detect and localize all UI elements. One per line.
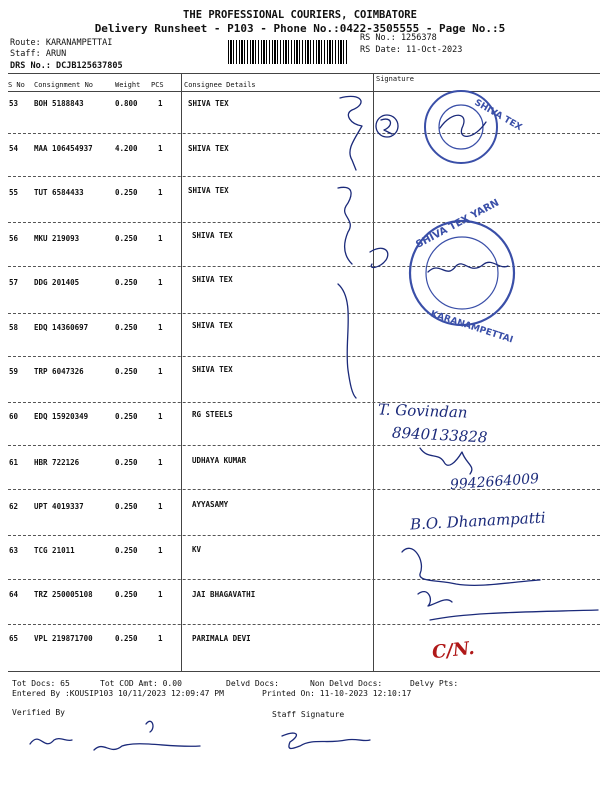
handwritten-line-icon [338,284,356,398]
row-55-consignee: SHIVA TEX [188,186,229,195]
row-63-pcs: 1 [158,546,163,555]
route-label: Route: KARANAMPETTAI [10,38,113,48]
row-65-consignment: VPL 219871700 [34,634,93,643]
row-57-consignment: DDG 201405 [34,278,80,287]
row-56-weight: 0.250 [115,234,138,243]
footer-total-cod: Tot COD Amt: 0.00 [100,679,182,688]
stamp-top-text: SHIVA TEX [472,97,524,134]
signature-row-64-icon [418,592,452,606]
handwritten-circle-icon [376,115,398,137]
footer-printed-on: Printed On: 11-10-2023 12:10:17 [262,689,412,698]
row-53-pcs: 1 [158,99,163,108]
handwritten-5-icon [370,248,388,267]
row-65-consignee: PARIMALA DEVI [192,634,251,643]
row-64-sno: 64 [9,590,19,599]
row-59-weight: 0.250 [115,367,138,376]
stamp-mid-bottom-text: KARANAMPETTAI [429,309,515,346]
footer-delivered-docs: Delvd Docs: [226,679,279,688]
row-63-consignee: KV [192,545,202,554]
row-61-pcs: 1 [158,458,163,467]
row-63-consignment: TCG 21011 [34,546,75,555]
row-65-sno: 65 [9,634,19,643]
row-55-consignment: TUT 6584433 [34,188,84,197]
company-stamp-top [425,91,523,163]
row-56-pcs: 1 [158,234,163,243]
rs-number: RS No.: 1256378 [360,33,437,43]
row-53-consignment: BOH 5188843 [34,99,84,108]
row-60-pcs: 1 [158,412,163,421]
row-59-sno: 59 [9,367,19,376]
col-header-signature: Signature [376,75,414,83]
row-56-consignee: SHIVA TEX [192,231,233,240]
row-65-weight: 0.250 [115,634,138,643]
footer-total-docs: Tot Docs: 65 [12,679,70,688]
row-54-pcs: 1 [158,144,163,153]
handwritten-phone-row-61: 9942664009 [449,470,540,494]
runsheet-subtitle: Delivery Runsheet - P103 - Phone No.:0422-3505555 - Page No.:5 [94,22,506,35]
row-57-weight: 0.250 [115,278,138,287]
handwritten-phone-row-60: 8940133828 [391,423,488,447]
row-58-pcs: 1 [158,323,163,332]
handwritten-note-row-62: B.O. Dhanampatti [409,508,546,534]
row-56-sno: 56 [9,234,19,243]
row-53-sno: 53 [9,99,19,108]
row-54-sno: 54 [9,144,19,153]
handwritten-underline-icon [430,610,598,620]
company-title: THE PROFESSIONAL COURIERS, COIMBATORE [183,9,417,21]
row-62-pcs: 1 [158,502,163,511]
drs-number: DRS No.: DCJB125637805 [10,61,123,71]
row-60-consignment: EDQ 15920349 [34,412,89,421]
row-57-sno: 57 [9,278,19,287]
row-62-weight: 0.250 [115,502,138,511]
row-55-weight: 0.250 [115,188,138,197]
row-55-pcs: 1 [158,188,163,197]
row-59-pcs: 1 [158,367,163,376]
row-56-consignment: MKU 219093 [34,234,80,243]
row-64-pcs: 1 [158,590,163,599]
footer-delivery-points: Delvy Pts: [410,679,459,688]
col-header-sno: S No [8,81,25,89]
handwritten-stroke-icon [338,187,352,264]
handwritten-tick-icon [340,96,362,170]
rs-date: RS Date: 11-Oct-2023 [360,45,463,55]
row-64-consignee: JAI BHAGAVATHI [192,590,256,599]
row-54-consignment: MAA 106454937 [34,144,93,153]
stamp-mid-top-text: SHIVA TEX YARN [414,197,502,251]
row-61-sno: 61 [9,458,19,467]
row-60-weight: 0.250 [115,412,138,421]
row-62-consignee: AYYASAMY [192,500,229,509]
col-header-consignee: Consignee Details [184,81,256,89]
row-57-pcs: 1 [158,278,163,287]
row-59-consignment: TRP 6047326 [34,367,84,376]
row-62-consignment: UPT 4019337 [34,502,84,511]
row-55-sno: 55 [9,188,19,197]
col-header-pcs: PCS [151,81,164,89]
company-stamp-middle [410,198,514,346]
staff-label: Staff: ARUN [10,49,67,59]
row-63-sno: 63 [9,546,19,555]
row-63-weight: 0.250 [115,546,138,555]
col-header-weight: Weight [115,81,141,89]
footer-non-delivered-docs: Non Delvd Docs: [310,679,383,688]
row-57-consignee: SHIVA TEX [192,275,233,284]
row-64-weight: 0.250 [115,590,138,599]
row-65-pcs: 1 [158,634,163,643]
verified-signature-2-icon [94,721,200,750]
row-60-sno: 60 [9,412,19,421]
row-61-consignee: UDHAYA KUMAR [192,456,247,465]
footer-verified-by: Verified By [12,708,65,717]
row-54-weight: 4.200 [115,144,138,153]
row-64-consignment: TRZ 250005108 [34,590,93,599]
row-61-weight: 0.250 [115,458,138,467]
handwritten-name-row-60: T. Govindan [377,400,468,422]
row-53-weight: 0.800 [115,99,138,108]
row-53-consignee: SHIVA TEX [188,99,229,108]
col-header-consignment: Consignment No [34,81,94,89]
row-58-consignee: SHIVA TEX [192,321,233,330]
handwritten-mark-icon [381,119,392,134]
row-59-consignee: SHIVA TEX [192,365,233,374]
footer-entered-by: Entered By :KOUSIP103 10/11/2023 12:09:47 PM [12,689,224,698]
row-62-sno: 62 [9,502,19,511]
verified-signature-1-icon [30,739,72,744]
signature-row-63-icon [402,548,540,585]
row-61-consignment: HBR 722126 [34,458,80,467]
row-58-sno: 58 [9,323,19,332]
row-60-consignee: RG STEELS [192,410,233,419]
row-58-consignment: EDQ 14360697 [34,323,89,332]
signature-row-61-icon [420,448,472,474]
row-54-consignee: SHIVA TEX [188,144,229,153]
handwritten-cn-note: C/N. [431,637,476,664]
row-58-weight: 0.250 [115,323,138,332]
staff-signature-icon [282,733,370,748]
footer-staff-signature: Staff Signature [272,710,345,719]
